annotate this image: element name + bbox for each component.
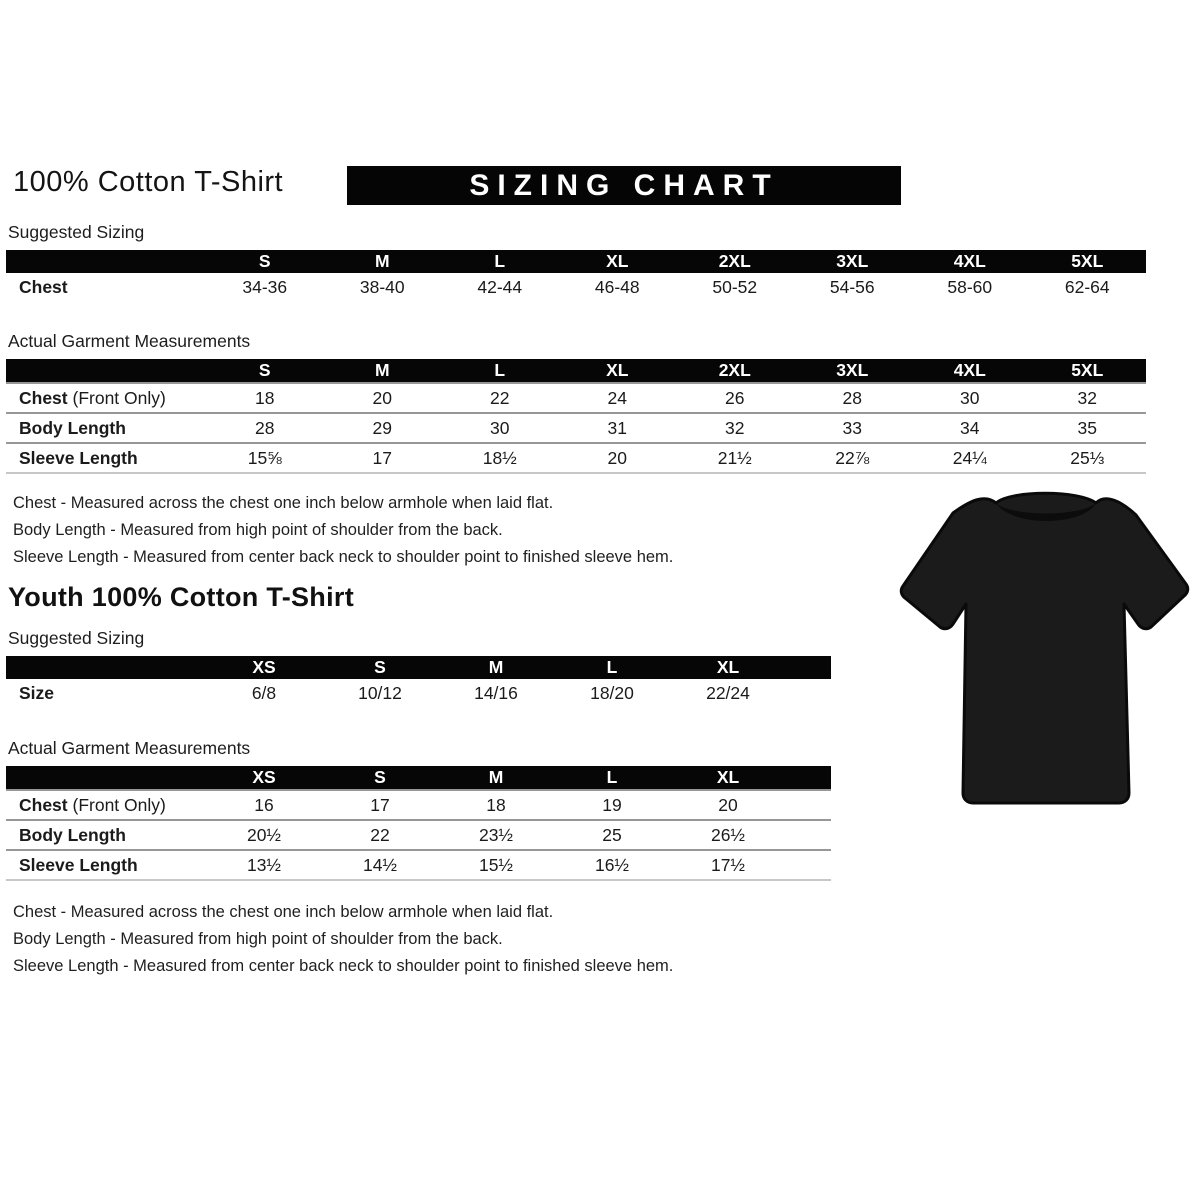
cell-value: 33 <box>842 417 862 438</box>
cell-value: 21½ <box>717 447 752 468</box>
size-column-header: XL <box>670 656 786 679</box>
tshirt-icon <box>893 473 1193 821</box>
cell-value: 18 <box>486 794 506 815</box>
black-tshirt-image <box>893 473 1193 821</box>
measurement-row <box>6 443 1146 473</box>
page-header <box>0 164 1200 210</box>
cell-value: 22 <box>370 824 390 845</box>
note-body-length: Body Length - Measured from high point of shoulder from the back. <box>13 930 503 948</box>
size-column-header: S <box>322 656 438 679</box>
cell-value: 25⅓ <box>1070 447 1105 468</box>
cell-value: 58-60 <box>947 276 993 297</box>
row-label: Chest (Front Only) <box>19 794 166 815</box>
header-spacer <box>786 766 831 790</box>
cell-value: 18½ <box>482 447 517 468</box>
header-spacer <box>786 656 831 679</box>
size-column-header: M <box>438 766 554 790</box>
cell-value: 20 <box>607 447 627 468</box>
adult-suggested-sizing-label: Suggested Sizing <box>8 222 145 242</box>
size-column-header: S <box>322 766 438 790</box>
cell-value: 14/16 <box>474 682 518 703</box>
cell-value: 24 <box>607 387 627 408</box>
cell-value: 62-64 <box>1064 276 1110 297</box>
cell-value: 28 <box>842 387 862 408</box>
cell-value: 16 <box>254 794 274 815</box>
youth-measurements-table <box>6 766 831 881</box>
note-sleeve-length: Sleeve Length - Measured from center back neck to shoulder point to finished sleeve hem. <box>13 957 674 975</box>
row-label: Chest (Front Only) <box>19 387 166 408</box>
note-body-length: Body Length - Measured from high point of shoulder from the back. <box>13 521 503 539</box>
size-column-header: 4XL <box>911 250 1029 273</box>
measurement-row <box>6 790 831 820</box>
size-column-header: XL <box>559 359 677 383</box>
cell-value: 35 <box>1077 417 1097 438</box>
row-label: Size <box>19 682 55 703</box>
size-column-header: 2XL <box>676 250 794 273</box>
size-column-header: L <box>441 250 559 273</box>
measurement-row <box>6 383 1146 413</box>
cell-value: 18 <box>255 387 275 408</box>
sizing-chart-banner-text: SIZING CHART <box>469 168 779 202</box>
cell-value: 22/24 <box>706 682 750 703</box>
cell-value: 24¼ <box>952 447 987 468</box>
cell-value: 50-52 <box>712 276 758 297</box>
cell-spacer <box>786 790 831 820</box>
cell-value: 23½ <box>478 824 514 845</box>
adult-suggested-sizing-table <box>6 250 1146 301</box>
size-column-header: M <box>324 250 442 273</box>
size-header-row <box>6 359 1146 383</box>
size-column-header: 5XL <box>1029 359 1147 383</box>
cell-spacer <box>786 850 831 880</box>
cell-value: 22⅞ <box>835 447 870 468</box>
header-spacer <box>6 250 206 273</box>
cell-spacer <box>786 679 831 707</box>
size-column-header: L <box>554 766 670 790</box>
page-title: 100% Cotton T-Shirt <box>13 166 284 198</box>
cell-value: 10/12 <box>358 682 402 703</box>
size-header-row <box>6 250 1146 273</box>
cell-value: 38-40 <box>359 276 405 297</box>
cell-value: 26 <box>725 387 745 408</box>
row-label: Sleeve Length <box>19 447 138 468</box>
cell-value: 15½ <box>478 854 514 875</box>
cell-value: 34-36 <box>242 276 288 297</box>
cell-value: 42-44 <box>477 276 523 297</box>
size-column-header: XS <box>206 766 322 790</box>
note-chest: Chest - Measured across the chest one inch below armhole when laid flat. <box>13 903 554 921</box>
note-chest: Chest - Measured across the chest one inch below armhole when laid flat. <box>13 494 554 512</box>
cell-value: 16½ <box>594 854 630 875</box>
cell-value: 13½ <box>246 854 282 875</box>
cell-value: 31 <box>607 417 627 438</box>
cell-value: 19 <box>602 794 622 815</box>
cell-value: 29 <box>372 417 392 438</box>
youth-suggested-sizing-table <box>6 656 831 707</box>
cell-value: 20 <box>718 794 738 815</box>
size-column-header: S <box>206 359 324 383</box>
size-column-header: 2XL <box>676 359 794 383</box>
size-column-header: XL <box>559 250 677 273</box>
size-column-header: 4XL <box>911 359 1029 383</box>
header-spacer <box>6 766 206 790</box>
cell-value: 20½ <box>246 824 282 845</box>
cell-value: 17½ <box>710 854 746 875</box>
cell-value: 54-56 <box>829 276 875 297</box>
header-spacer <box>6 656 206 679</box>
measurement-row <box>6 273 1146 301</box>
cell-value: 30 <box>960 387 980 408</box>
row-label: Sleeve Length <box>19 854 138 875</box>
header-spacer <box>6 359 206 383</box>
size-column-header: M <box>438 656 554 679</box>
sizing-chart-banner <box>347 166 901 205</box>
size-column-header: L <box>554 656 670 679</box>
youth-section-title: Youth 100% Cotton T-Shirt <box>8 582 354 612</box>
cell-value: 46-48 <box>594 276 640 297</box>
youth-suggested-sizing-label: Suggested Sizing <box>8 628 145 648</box>
cell-value: 32 <box>1077 387 1097 408</box>
cell-value: 34 <box>960 417 980 438</box>
cell-value: 26½ <box>710 824 746 845</box>
size-column-header: 3XL <box>794 250 912 273</box>
measurement-row <box>6 820 831 850</box>
measurement-row <box>6 850 831 880</box>
cell-value: 14½ <box>362 854 398 875</box>
youth-measurements-label: Actual Garment Measurements <box>8 738 251 758</box>
size-column-header: M <box>324 359 442 383</box>
cell-value: 22 <box>490 387 510 408</box>
measurement-row <box>6 679 831 707</box>
cell-value: 30 <box>490 417 510 438</box>
row-label: Body Length <box>19 824 126 845</box>
adult-measurements-label: Actual Garment Measurements <box>8 331 251 351</box>
size-column-header: L <box>441 359 559 383</box>
cell-value: 32 <box>725 417 745 438</box>
adult-measurements-table <box>6 359 1146 474</box>
cell-value: 25 <box>602 824 622 845</box>
cell-spacer <box>786 820 831 850</box>
size-header-row <box>6 766 831 790</box>
cell-value: 28 <box>255 417 275 438</box>
cell-value: 15⅝ <box>247 447 282 468</box>
size-column-header: 5XL <box>1029 250 1147 273</box>
cell-value: 17 <box>372 447 392 468</box>
measurement-row <box>6 413 1146 443</box>
row-label: Body Length <box>19 417 126 438</box>
cell-value: 17 <box>370 794 390 815</box>
cell-value: 20 <box>372 387 392 408</box>
row-label: Chest <box>19 276 68 297</box>
youth-measurement-notes <box>13 903 1200 975</box>
cell-value: 18/20 <box>590 682 634 703</box>
note-sleeve-length: Sleeve Length - Measured from center back neck to shoulder point to finished sleeve hem. <box>13 548 674 566</box>
size-column-header: XS <box>206 656 322 679</box>
size-header-row <box>6 656 831 679</box>
size-column-header: 3XL <box>794 359 912 383</box>
size-column-header: XL <box>670 766 786 790</box>
size-column-header: S <box>206 250 324 273</box>
cell-value: 6/8 <box>251 682 277 703</box>
